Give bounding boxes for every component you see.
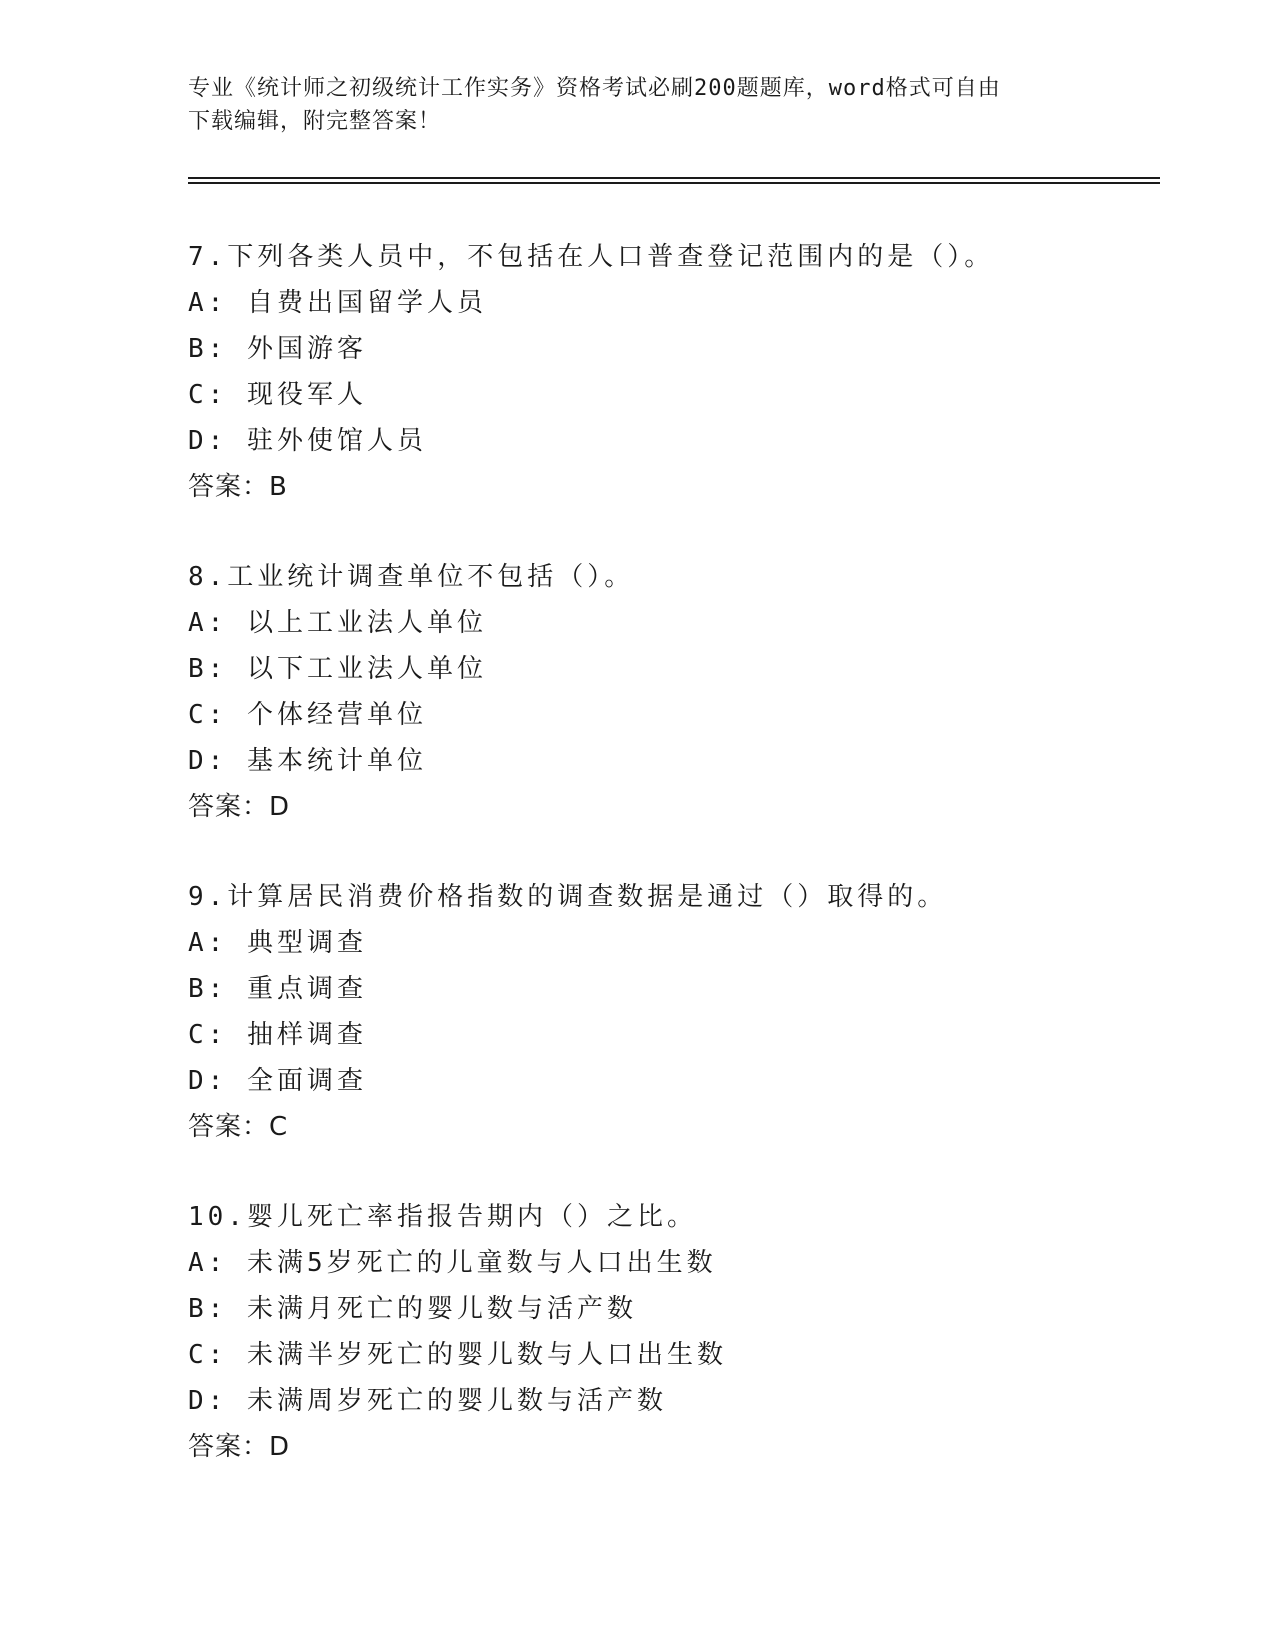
option-a: A: 自费出国留学人员: [188, 288, 487, 318]
option-a: A: 典型调查: [188, 928, 367, 958]
question-stem: 9.计算居民消费价格指数的调查数据是通过（）取得的。: [188, 882, 948, 912]
answer-label: 答案：C: [188, 1112, 289, 1142]
option-d: D: 基本统计单位: [188, 746, 427, 776]
question-8: [188, 554, 1088, 830]
header-line-1: 专业《统计师之初级统计工作实务》资格考试必刷200题题库，word格式可自由: [188, 76, 1001, 101]
option-c: C: 现役军人: [188, 380, 367, 410]
question-10: [188, 1194, 1088, 1470]
option-d: D: 全面调查: [188, 1066, 367, 1096]
header-line-2: 下载编辑，附完整答案！: [188, 109, 442, 134]
option-b: B: 以下工业法人单位: [188, 654, 487, 684]
option-c: C: 抽样调查: [188, 1020, 367, 1050]
answer-label: 答案：B: [188, 472, 288, 502]
option-d: D: 未满周岁死亡的婴儿数与活产数: [188, 1386, 667, 1416]
answer-label: 答案：D: [188, 1432, 291, 1462]
option-d: D: 驻外使馆人员: [188, 426, 427, 456]
option-c: C: 个体经营单位: [188, 700, 427, 730]
question-stem: 7.下列各类人员中，不包括在人口普查登记范围内的是（）。: [188, 242, 995, 272]
answer-label: 答案：D: [188, 792, 291, 822]
option-a: A: 以上工业法人单位: [188, 608, 487, 638]
question-stem: 10.婴儿死亡率指报告期内（）之比。: [188, 1202, 697, 1232]
document-header: [188, 72, 1088, 138]
header-divider-top: [188, 177, 1160, 179]
option-b: B: 重点调查: [188, 974, 367, 1004]
question-9: [188, 874, 1088, 1150]
option-a: A: 未满5岁死亡的儿童数与人口出生数: [188, 1248, 717, 1278]
option-c: C: 未满半岁死亡的婴儿数与人口出生数: [188, 1340, 727, 1370]
option-b: B: 未满月死亡的婴儿数与活产数: [188, 1294, 637, 1324]
header-divider-bottom: [188, 182, 1160, 184]
question-7: [188, 234, 1088, 510]
question-stem: 8.工业统计调查单位不包括（）。: [188, 562, 635, 592]
option-b: B: 外国游客: [188, 334, 367, 364]
